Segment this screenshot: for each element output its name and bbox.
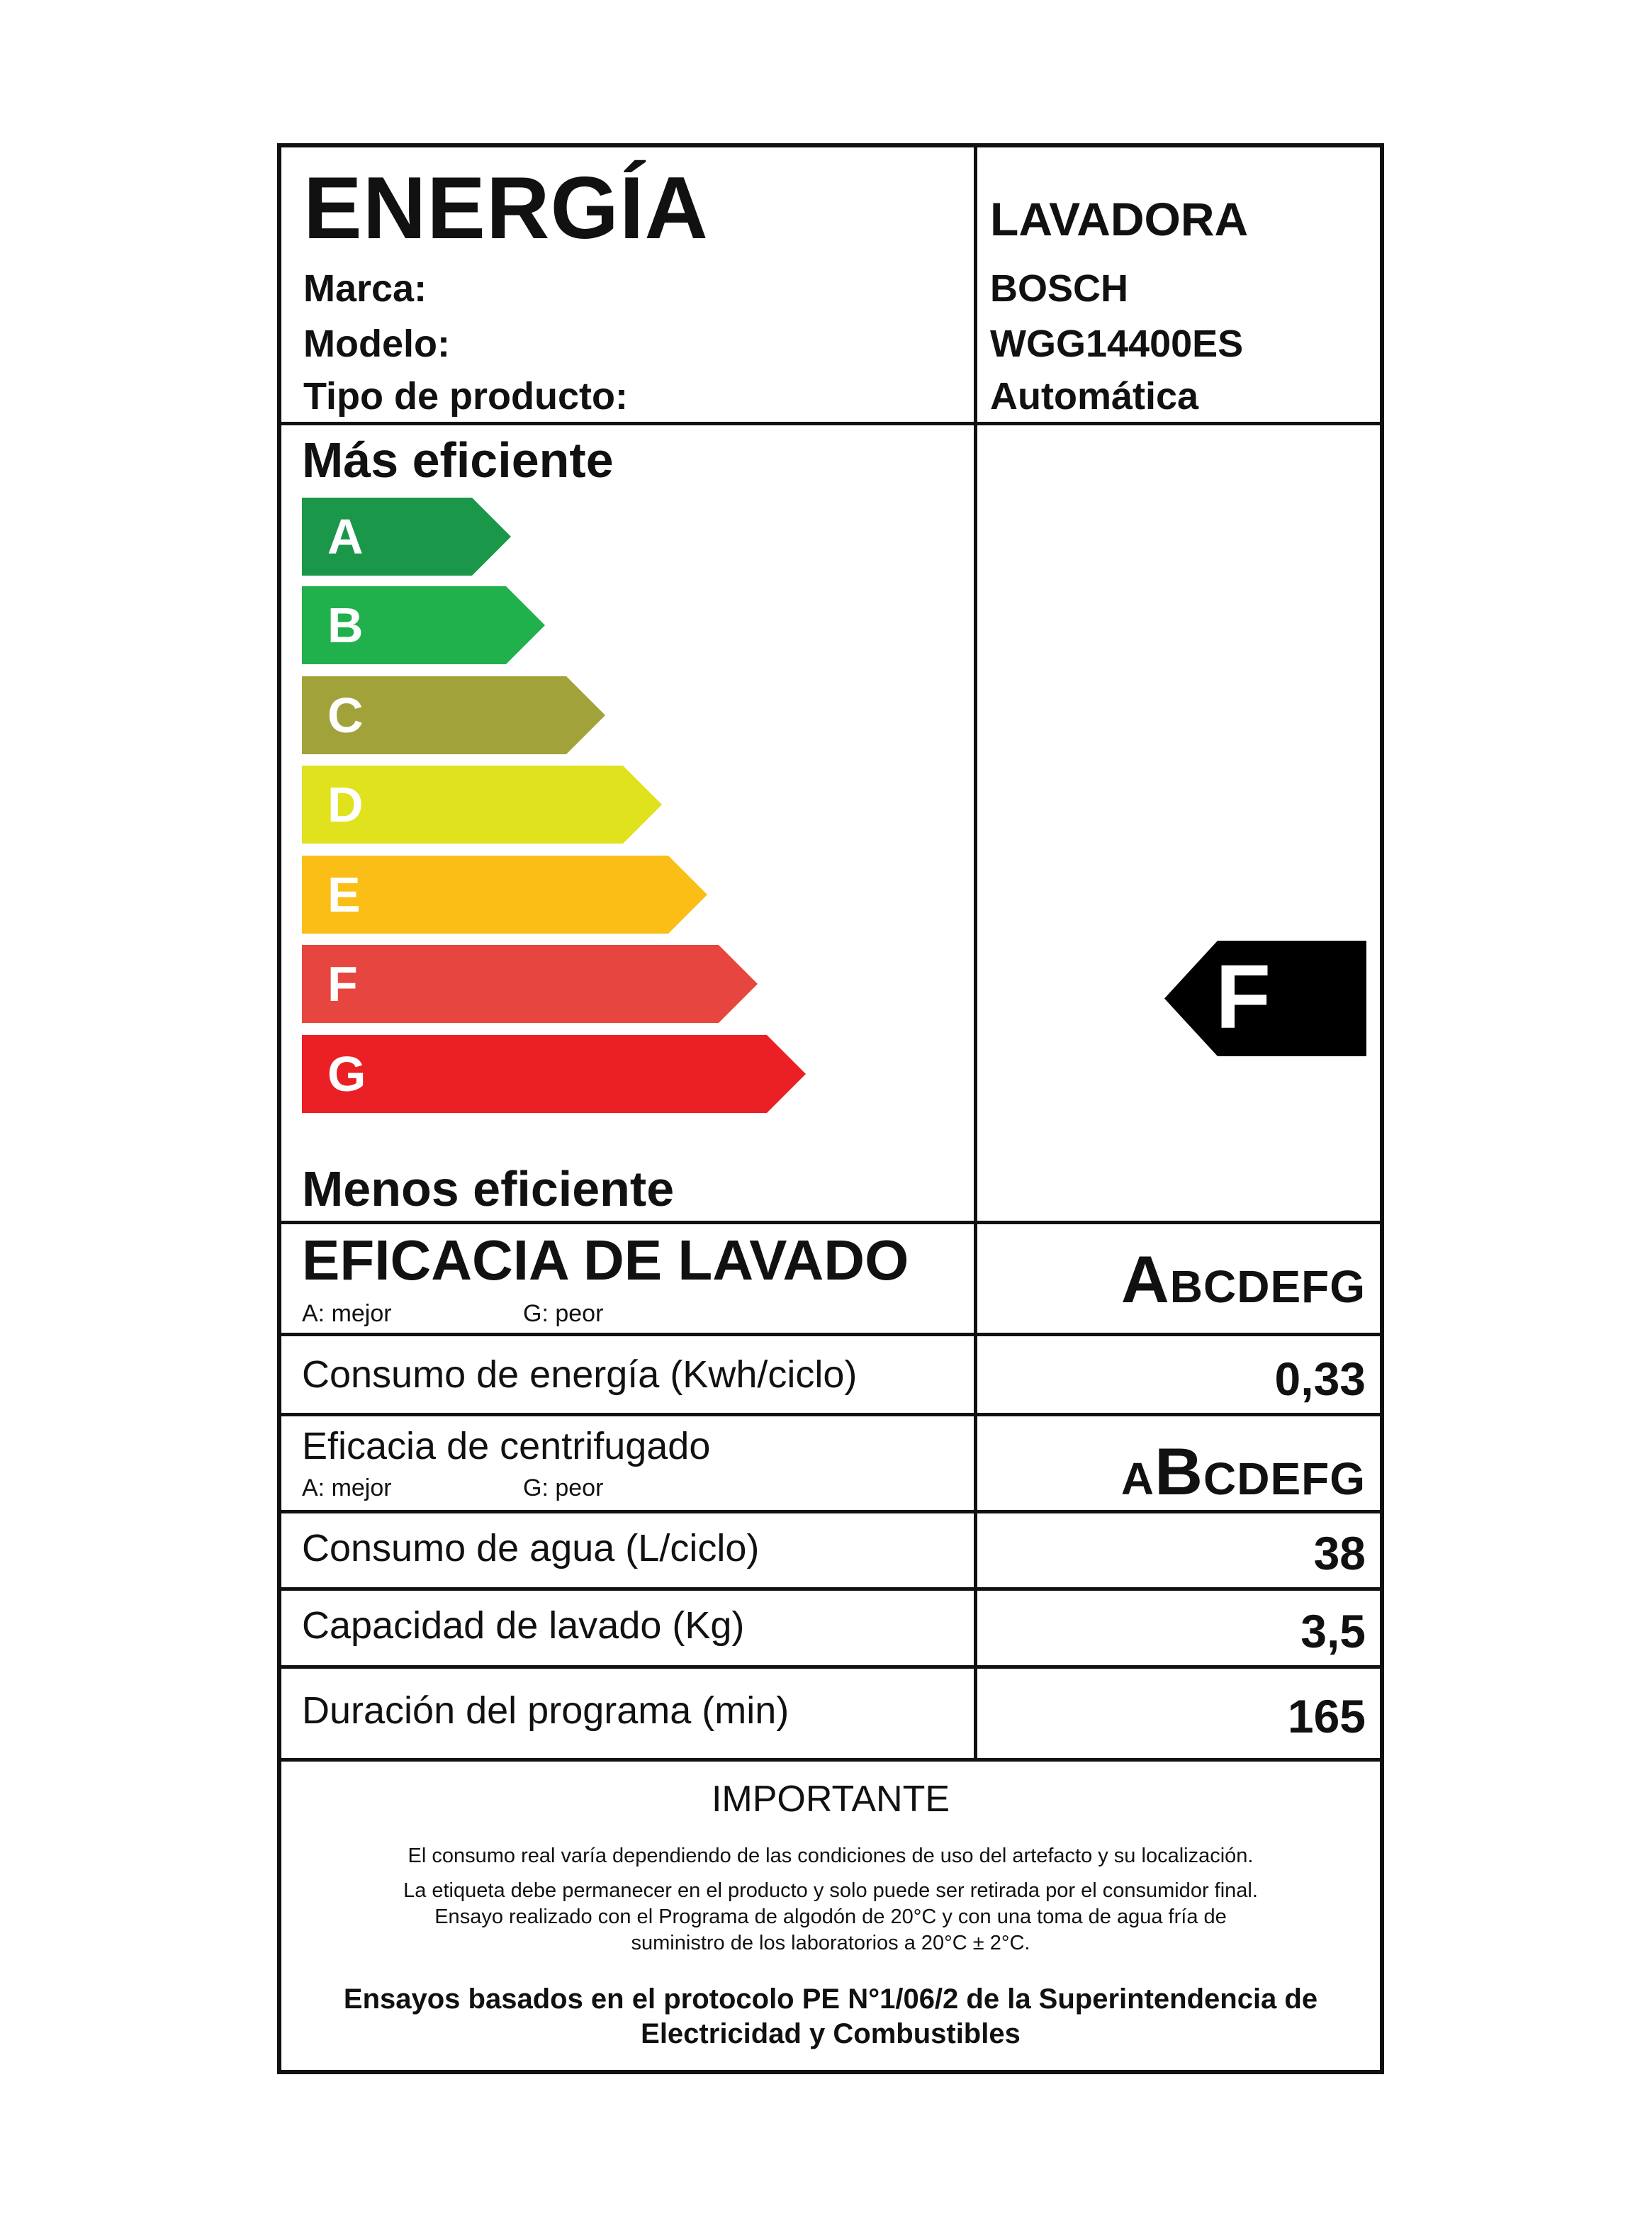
program-duration-label: Duración del programa (min): [302, 1689, 790, 1732]
row-divider: [277, 1413, 1384, 1416]
efficiency-bar-letter: F: [327, 956, 358, 1012]
appliance-type: LAVADORA: [990, 193, 1249, 245]
label-title: ENERGÍA: [303, 160, 709, 257]
row-divider: [277, 1333, 1384, 1336]
efficiency-bar-c: [302, 676, 605, 754]
energy-class-letter: F: [1215, 946, 1271, 1048]
spin-efficiency-label: Eficacia de centrifugado: [302, 1425, 711, 1467]
energy-consumption-value: 0,33: [1274, 1353, 1366, 1405]
program-duration-value: 165: [1287, 1690, 1366, 1742]
efficiency-bar-letter: B: [327, 598, 364, 653]
efficiency-bar-f: [302, 945, 758, 1023]
important-title: IMPORTANTE: [711, 1779, 950, 1820]
efficiency-bar-letter: D: [327, 777, 364, 832]
efficiency-bar-letter: E: [327, 867, 361, 922]
efficiency-bar-letter: C: [327, 688, 364, 743]
important-line: La etiqueta debe permanecer en el producto y solo puede ser retirada por el consumidor final.: [403, 1879, 1258, 1902]
water-consumption-label: Consumo de agua (L/ciclo): [302, 1527, 760, 1569]
washing-selected-class: A: [1120, 1242, 1170, 1316]
important-line: suministro de los laboratorios a 20°C ± 2°C.: [631, 1932, 1030, 1954]
spin-efficiency-scale: [1120, 1434, 1366, 1509]
protocol-note: Ensayos basados en el protocolo PE N°1/06/2 de la Superintendencia de: [343, 1983, 1318, 2015]
energy-class-indicator: [1164, 941, 1366, 1056]
least-efficient-label: Menos eficiente: [302, 1161, 675, 1216]
row-divider: [277, 1587, 1384, 1591]
efficiency-bar-e: [302, 856, 707, 934]
row-divider: [277, 422, 1384, 425]
spin-class-after: CDEFG: [1203, 1453, 1366, 1504]
spin-class-before: A: [1120, 1453, 1155, 1504]
washing-efficiency-title: EFICACIA DE LAVADO: [302, 1229, 909, 1292]
product-type-label: Tipo de producto:: [303, 375, 628, 418]
washing-worst-note: G: peor: [523, 1300, 604, 1327]
spin-worst-note: G: peor: [523, 1474, 604, 1501]
spin-best-note: A: mejor: [302, 1474, 392, 1501]
column-divider: [974, 143, 977, 1762]
most-efficient-label: Más eficiente: [302, 432, 614, 488]
efficiency-bar-letter: A: [327, 509, 364, 564]
brand-label: Marca:: [303, 267, 427, 310]
row-divider: [277, 1758, 1384, 1762]
washing-efficiency-scale: [1120, 1242, 1366, 1316]
energy-consumption-label: Consumo de energía (Kwh/ciclo): [302, 1353, 858, 1396]
row-divider: [277, 1665, 1384, 1669]
model-label: Modelo:: [303, 323, 450, 365]
efficiency-bar-b: [302, 586, 545, 664]
efficiency-bar-g: [302, 1035, 806, 1113]
protocol-note: Electricidad y Combustibles: [641, 2018, 1021, 2049]
important-line: Ensayo realizado con el Programa de algodón de 20°C y con una toma de agua fría de: [434, 1905, 1227, 1928]
product-type-value: Automática: [990, 375, 1199, 418]
row-divider: [277, 1221, 1384, 1224]
brand-value: BOSCH: [990, 267, 1129, 310]
efficiency-bar-d: [302, 766, 662, 844]
efficiency-bar-a: [302, 498, 511, 576]
water-consumption-value: 38: [1313, 1527, 1366, 1579]
washing-capacity-value: 3,5: [1300, 1605, 1366, 1657]
model-value: WGG14400ES: [990, 323, 1244, 365]
washing-other-classes: BCDEFG: [1169, 1261, 1366, 1312]
spin-selected-class: B: [1154, 1434, 1203, 1509]
efficiency-bar-letter: G: [327, 1046, 366, 1102]
washing-best-note: A: mejor: [302, 1300, 392, 1327]
washing-capacity-label: Capacidad de lavado (Kg): [302, 1604, 745, 1647]
row-divider: [277, 1510, 1384, 1513]
important-line: El consumo real varía dependiendo de las condiciones de uso del artefacto y su localización.: [408, 1845, 1254, 1867]
